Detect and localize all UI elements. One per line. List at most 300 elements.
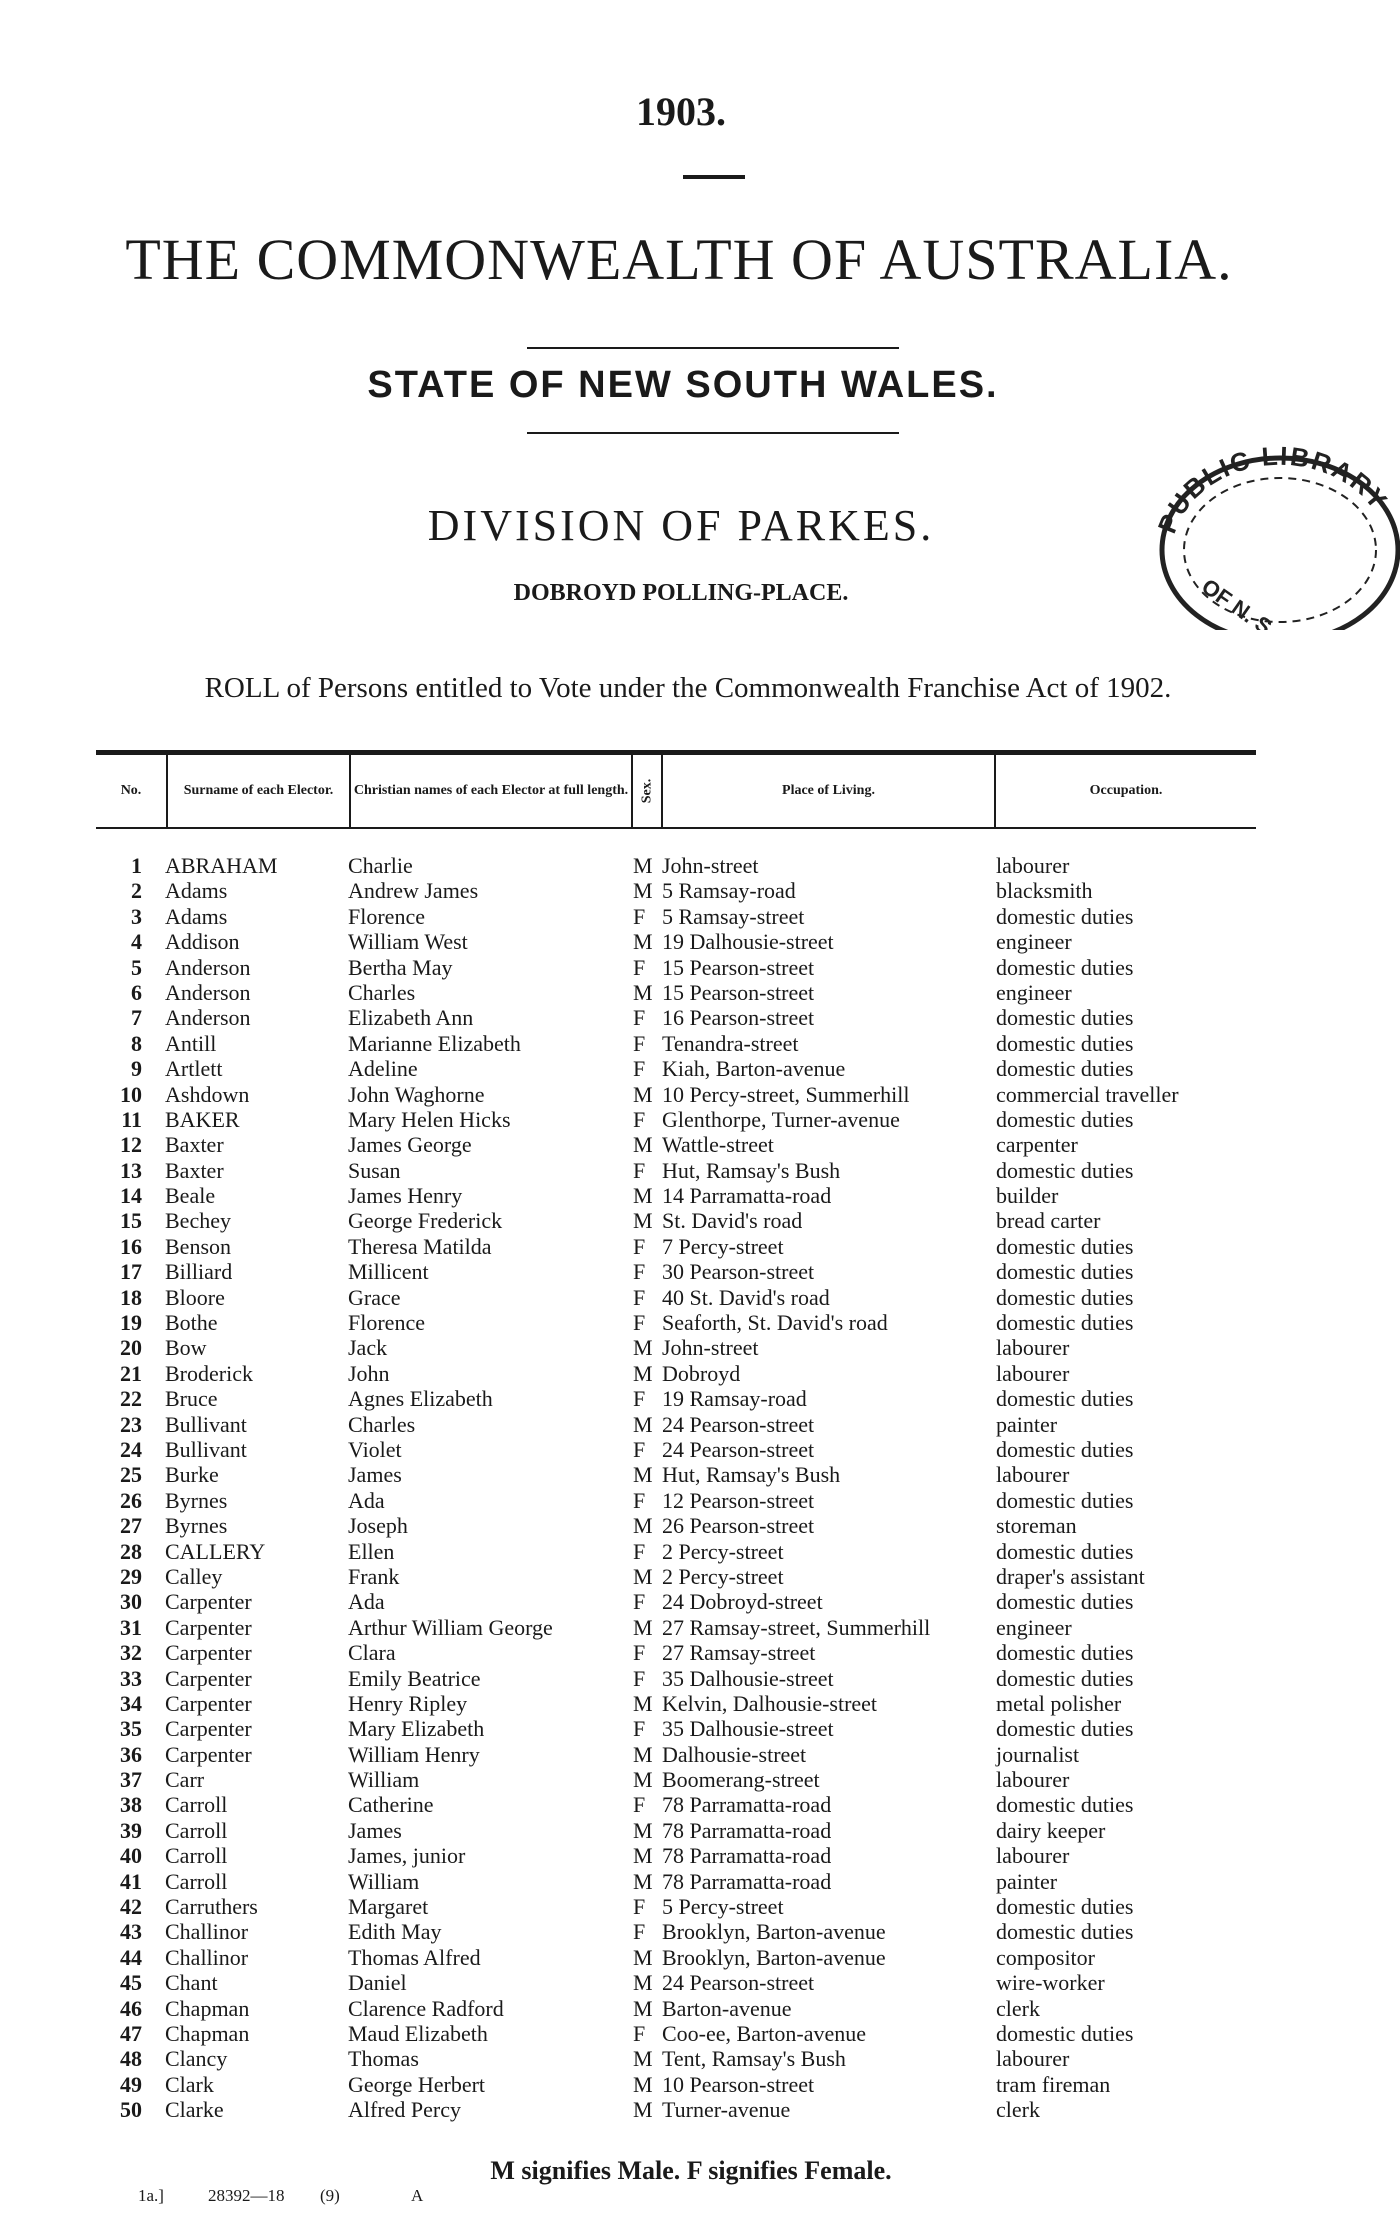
row-occupation: domestic duties (996, 1056, 1134, 1082)
row-occupation: draper's assistant (996, 1563, 1145, 1589)
row-surname: Artlett (165, 1056, 223, 1082)
row-surname: Byrnes (165, 1487, 228, 1513)
row-surname: Adams (165, 903, 228, 929)
row-place-of-living: 7 Percy-street (662, 1233, 784, 1259)
row-occupation: commercial traveller (996, 1081, 1179, 1107)
header-christian-names: Christian names of each Elector at full length. (351, 755, 633, 827)
row-occupation: domestic duties (996, 954, 1134, 980)
row-place-of-living: 10 Percy-street, Summerhill (662, 1081, 910, 1107)
row-number: 46 (120, 1995, 142, 2021)
row-sex: M (633, 1817, 653, 1843)
row-christian-names: Frank (348, 1563, 400, 1589)
divider-short (683, 175, 745, 179)
table-row (0, 1970, 1382, 1995)
row-occupation: tram fireman (996, 2071, 1111, 2097)
roll-title: ROLL of Persons entitled to Vote under the Commonwealth Franchise Act of 1902. (204, 672, 1172, 704)
row-surname: CALLERY (165, 1538, 266, 1564)
row-place-of-living: 30 Pearson-street (662, 1259, 815, 1285)
row-surname: Carpenter (165, 1741, 252, 1767)
row-occupation: painter (996, 1868, 1058, 1894)
table-row (0, 1919, 1382, 1944)
row-occupation: domestic duties (996, 1792, 1134, 1818)
row-place-of-living: 10 Pearson-street (662, 2071, 815, 2097)
row-occupation: domestic duties (996, 1716, 1134, 1742)
row-sex: F (633, 1640, 646, 1666)
row-number: 44 (120, 1944, 142, 1970)
row-occupation: journalist (996, 1741, 1080, 1767)
header-no: No. (96, 755, 168, 827)
row-place-of-living: John-street (662, 1335, 759, 1361)
table-row (0, 1132, 1382, 1157)
row-surname: Baxter (165, 1132, 224, 1158)
row-sex: F (633, 1487, 646, 1513)
row-occupation: domestic duties (996, 903, 1134, 929)
row-number: 9 (131, 1056, 142, 1082)
division-heading: DIVISION OF PARKES. (427, 501, 935, 550)
row-occupation: domestic duties (996, 1005, 1134, 1031)
row-occupation: engineer (996, 979, 1072, 1005)
row-christian-names: Maud Elizabeth (348, 2020, 488, 2046)
row-surname: Anderson (165, 954, 251, 980)
row-place-of-living: Hut, Ramsay's Bush (662, 1462, 841, 1488)
row-surname: Carroll (165, 1868, 228, 1894)
row-christian-names: Joseph (348, 1513, 408, 1539)
table-row (0, 955, 1382, 980)
row-place-of-living: 24 Pearson-street (662, 1411, 815, 1437)
row-place-of-living: Hut, Ramsay's Bush (662, 1157, 841, 1183)
row-christian-names: William West (348, 929, 468, 955)
row-number: 17 (120, 1259, 142, 1285)
row-christian-names: Violet (348, 1436, 402, 1462)
table-row (0, 1615, 1382, 1640)
table-row (0, 1285, 1382, 1310)
row-christian-names: John Waghorne (348, 1081, 485, 1107)
row-christian-names: Thomas (348, 2046, 419, 2072)
row-occupation: blacksmith (996, 878, 1093, 904)
row-number: 24 (120, 1436, 142, 1462)
table-row (0, 1716, 1382, 1741)
row-number: 47 (120, 2020, 142, 2046)
row-number: 38 (120, 1792, 142, 1818)
row-place-of-living: 16 Pearson-street (662, 1005, 815, 1031)
country-heading: THE COMMONWEALTH OF AUSTRALIA. (125, 227, 1233, 292)
row-sex: F (633, 1030, 646, 1056)
row-christian-names: Andrew James (348, 878, 479, 904)
row-christian-names: James George (348, 1132, 472, 1158)
row-surname: Anderson (165, 1005, 251, 1031)
row-surname: Baxter (165, 1157, 224, 1183)
row-surname: Carroll (165, 1792, 228, 1818)
row-surname: Byrnes (165, 1513, 228, 1539)
row-surname: Challinor (165, 1944, 249, 1970)
row-place-of-living: 78 Parramatta-road (662, 1868, 832, 1894)
row-number: 37 (120, 1767, 142, 1793)
stamp-text-bottom: OF N. S. (1197, 573, 1282, 630)
row-surname: Burke (165, 1462, 219, 1488)
row-surname: Beale (165, 1183, 216, 1209)
row-surname: Carroll (165, 1817, 228, 1843)
row-place-of-living: 24 Dobroyd-street (662, 1589, 823, 1615)
row-occupation: domestic duties (996, 1538, 1134, 1564)
row-christian-names: Elizabeth Ann (348, 1005, 474, 1031)
row-sex: M (633, 1081, 653, 1107)
row-surname: Anderson (165, 979, 251, 1005)
row-surname: Carroll (165, 1843, 228, 1869)
table-row (0, 1539, 1382, 1564)
row-surname: Clarke (165, 2097, 224, 2123)
polling-place-heading: DOBROYD POLLING-PLACE. (513, 580, 849, 606)
table-row (0, 1208, 1382, 1233)
row-sex: F (633, 2020, 646, 2046)
row-surname: Bechey (165, 1208, 231, 1234)
row-christian-names: Grace (348, 1284, 401, 1310)
row-number: 49 (120, 2071, 142, 2097)
row-occupation: labourer (996, 853, 1070, 878)
row-christian-names: James (348, 1817, 402, 1843)
row-occupation: domestic duties (996, 1259, 1134, 1285)
row-place-of-living: 78 Parramatta-road (662, 1843, 832, 1869)
row-place-of-living: John-street (662, 853, 759, 878)
row-place-of-living: 27 Ramsay-street, Summerhill (662, 1614, 931, 1640)
row-number: 32 (120, 1640, 142, 1666)
row-sex: F (633, 1589, 646, 1615)
row-occupation: engineer (996, 1614, 1072, 1640)
row-surname: Antill (165, 1030, 217, 1056)
row-number: 10 (120, 1081, 142, 1107)
row-occupation: labourer (996, 2046, 1070, 2072)
table-row (0, 1310, 1382, 1335)
row-sex: M (633, 1614, 653, 1640)
row-surname: Chapman (165, 2020, 250, 2046)
row-place-of-living: 5 Ramsay-road (662, 878, 796, 904)
row-place-of-living: 2 Percy-street (662, 1563, 784, 1589)
row-place-of-living: 35 Dalhousie-street (662, 1665, 834, 1691)
row-number: 2 (131, 878, 142, 904)
row-sex: F (633, 1919, 646, 1945)
row-place-of-living: 14 Parramatta-road (662, 1183, 832, 1209)
row-occupation: domestic duties (996, 1589, 1134, 1615)
row-sex: F (633, 1310, 646, 1336)
row-sex: M (633, 1411, 653, 1437)
row-surname: Billiard (165, 1259, 233, 1285)
row-surname: Carruthers (165, 1894, 258, 1920)
row-sex: M (633, 929, 653, 955)
row-place-of-living: 78 Parramatta-road (662, 1817, 832, 1843)
row-place-of-living: 2 Percy-street (662, 1538, 784, 1564)
header-sex-label: Sex. (639, 778, 654, 804)
table-row (0, 1589, 1382, 1614)
row-surname: Ashdown (165, 1081, 250, 1107)
table-row (0, 1945, 1382, 1970)
row-place-of-living: 15 Pearson-street (662, 979, 815, 1005)
row-number: 33 (120, 1665, 142, 1691)
row-occupation: domestic duties (996, 1640, 1134, 1666)
row-place-of-living: 15 Pearson-street (662, 954, 815, 980)
year-heading: 1903. (636, 89, 726, 134)
row-number: 34 (120, 1690, 142, 1716)
row-surname: Carpenter (165, 1690, 252, 1716)
row-surname: Adams (165, 878, 228, 904)
table-row (0, 1056, 1382, 1081)
row-occupation: labourer (996, 1360, 1070, 1386)
row-occupation: domestic duties (996, 1030, 1134, 1056)
row-occupation: labourer (996, 1335, 1070, 1361)
row-place-of-living: Tenandra-street (662, 1030, 799, 1056)
row-surname: Carr (165, 1767, 205, 1793)
row-sex: M (633, 1767, 653, 1793)
table-row (0, 1869, 1382, 1894)
table-row (0, 1564, 1382, 1589)
row-number: 12 (120, 1132, 142, 1158)
row-christian-names: James Henry (348, 1183, 463, 1209)
row-number: 19 (120, 1310, 142, 1336)
row-christian-names: Susan (348, 1157, 401, 1183)
row-surname: Benson (165, 1233, 231, 1259)
row-occupation: domestic duties (996, 1233, 1134, 1259)
row-occupation: painter (996, 1411, 1058, 1437)
row-sex: M (633, 1360, 653, 1386)
row-number: 31 (120, 1614, 142, 1640)
row-sex: M (633, 1335, 653, 1361)
row-christian-names: James, junior (348, 1843, 466, 1869)
table-row (0, 1488, 1382, 1513)
row-sex: M (633, 1183, 653, 1209)
table-row (0, 1691, 1382, 1716)
row-sex: M (633, 1132, 653, 1158)
row-surname: Calley (165, 1563, 223, 1589)
row-surname: Carpenter (165, 1716, 252, 1742)
table-row (0, 1818, 1382, 1843)
row-occupation: bread carter (996, 1208, 1101, 1234)
row-occupation: builder (996, 1183, 1059, 1209)
row-occupation: domestic duties (996, 1157, 1134, 1183)
table-row (0, 2072, 1382, 2097)
table-row (0, 904, 1382, 929)
row-christian-names: William (348, 1868, 420, 1894)
imprint-letter: A (411, 2186, 424, 2205)
table-row (0, 2021, 1382, 2046)
row-christian-names: Mary Helen Hicks (348, 1106, 511, 1132)
row-christian-names: Alfred Percy (348, 2097, 462, 2123)
row-occupation: domestic duties (996, 1310, 1134, 1336)
row-number: 5 (131, 954, 142, 980)
state-heading: STATE OF NEW SOUTH WALES. (367, 364, 999, 406)
row-place-of-living: Turner-avenue (662, 2097, 791, 2123)
row-number: 26 (120, 1487, 142, 1513)
row-occupation: domestic duties (996, 2020, 1134, 2046)
row-christian-names: Charlie (348, 853, 413, 878)
row-number: 48 (120, 2046, 142, 2072)
row-christian-names: Clarence Radford (348, 1995, 504, 2021)
row-place-of-living: Glenthorpe, Turner-avenue (662, 1106, 900, 1132)
row-christian-names: Theresa Matilda (348, 1233, 492, 1259)
row-sex: M (633, 1741, 653, 1767)
row-occupation: domestic duties (996, 1894, 1134, 1920)
row-sex: M (633, 1462, 653, 1488)
row-sex: F (633, 1386, 646, 1412)
row-occupation: labourer (996, 1462, 1070, 1488)
row-occupation: engineer (996, 929, 1072, 955)
row-sex: F (633, 903, 646, 929)
table-row (0, 1640, 1382, 1665)
row-christian-names: Jack (348, 1335, 388, 1361)
row-place-of-living: Barton-avenue (662, 1995, 792, 2021)
row-place-of-living: 24 Pearson-street (662, 1970, 815, 1996)
row-sex: F (633, 1284, 646, 1310)
table-row (0, 1462, 1382, 1487)
row-christian-names: Margaret (348, 1894, 429, 1920)
row-occupation: domestic duties (996, 1665, 1134, 1691)
stamp-text-top: PUBLIC LIBRARY (1151, 440, 1395, 538)
row-christian-names: Arthur William George (348, 1614, 553, 1640)
table-row (0, 1513, 1382, 1538)
table-row (0, 1183, 1382, 1208)
row-christian-names: Ada (348, 1589, 385, 1615)
row-sex: F (633, 1233, 646, 1259)
row-surname: Bullivant (165, 1411, 247, 1437)
row-number: 16 (120, 1233, 142, 1259)
row-occupation: labourer (996, 1767, 1070, 1793)
row-sex: M (633, 1690, 653, 1716)
row-place-of-living: 26 Pearson-street (662, 1513, 815, 1539)
table-row (0, 929, 1382, 954)
row-place-of-living: 5 Percy-street (662, 1894, 784, 1920)
table-row (0, 1742, 1382, 1767)
table-row (0, 878, 1382, 903)
row-sex: F (633, 1157, 646, 1183)
row-number: 25 (120, 1462, 142, 1488)
table-row (0, 1361, 1382, 1386)
divider-lower (527, 432, 899, 434)
row-surname: Challinor (165, 1919, 249, 1945)
row-occupation: dairy keeper (996, 1817, 1106, 1843)
print-code: 28392—18 (208, 2186, 285, 2205)
row-christian-names: Florence (348, 1310, 425, 1336)
row-occupation: clerk (996, 1995, 1040, 2021)
row-christian-names: Mary Elizabeth (348, 1716, 485, 1742)
table-row (0, 1031, 1382, 1056)
row-surname: Bloore (165, 1284, 225, 1310)
table-row (0, 1894, 1382, 1919)
row-surname: Broderick (165, 1360, 253, 1386)
row-christian-names: Florence (348, 903, 425, 929)
row-place-of-living: Wattle-street (662, 1132, 774, 1158)
row-christian-names: Henry Ripley (348, 1690, 468, 1716)
row-number: 36 (120, 1741, 142, 1767)
table-header (96, 750, 1256, 829)
row-christian-names: Marianne Elizabeth (348, 1030, 521, 1056)
table-row (0, 1437, 1382, 1462)
row-christian-names: Ada (348, 1487, 385, 1513)
row-place-of-living: Dalhousie-street (662, 1741, 807, 1767)
row-christian-names: John (348, 1360, 390, 1386)
row-sex: M (633, 853, 653, 878)
row-place-of-living: 78 Parramatta-road (662, 1792, 832, 1818)
row-number: 23 (120, 1411, 142, 1437)
header-place-of-living: Place of Living. (663, 755, 996, 827)
row-place-of-living: 19 Dalhousie-street (662, 929, 834, 955)
row-occupation: clerk (996, 2097, 1040, 2123)
row-place-of-living: 5 Ramsay-street (662, 903, 805, 929)
row-number: 11 (121, 1106, 142, 1132)
header-surname: Surname of each Elector. (168, 755, 351, 827)
row-sex: M (633, 878, 653, 904)
row-sex: M (633, 1843, 653, 1869)
row-number: 50 (120, 2097, 142, 2123)
row-christian-names: Clara (348, 1640, 396, 1666)
row-christian-names: Charles (348, 1411, 416, 1437)
row-place-of-living: 40 St. David's road (662, 1284, 830, 1310)
row-surname: BAKER (165, 1106, 240, 1132)
row-number: 35 (120, 1716, 142, 1742)
row-christian-names: George Herbert (348, 2071, 486, 2097)
row-sex: M (633, 2097, 653, 2123)
row-place-of-living: 19 Ramsay-road (662, 1386, 807, 1412)
row-surname: Bow (165, 1335, 207, 1361)
row-place-of-living: Brooklyn, Barton-avenue (662, 1944, 886, 1970)
table-row (0, 1792, 1382, 1817)
row-sex: M (633, 1868, 653, 1894)
row-number: 41 (120, 1868, 142, 1894)
row-number: 15 (120, 1208, 142, 1234)
row-christian-names: Charles (348, 979, 416, 1005)
row-surname: Carpenter (165, 1665, 252, 1691)
table-row (0, 1386, 1382, 1411)
row-place-of-living: Kelvin, Dalhousie-street (662, 1690, 878, 1716)
row-surname: Carpenter (165, 1589, 252, 1615)
row-christian-names: Millicent (348, 1259, 429, 1285)
divider-upper (527, 347, 899, 349)
header-sex (633, 755, 663, 827)
row-christian-names: James (348, 1462, 402, 1488)
print-count: (9) (320, 2186, 340, 2205)
row-number: 28 (120, 1538, 142, 1564)
table-row (0, 1259, 1382, 1284)
row-sex: M (633, 1970, 653, 1996)
row-number: 27 (120, 1513, 142, 1539)
row-occupation: labourer (996, 1843, 1070, 1869)
table-row (0, 1996, 1382, 2021)
row-christian-names: Adeline (348, 1056, 418, 1082)
row-occupation: storeman (996, 1513, 1077, 1539)
row-sex: M (633, 2071, 653, 2097)
row-number: 43 (120, 1919, 142, 1945)
row-sex: F (633, 1259, 646, 1285)
row-number: 6 (131, 979, 142, 1005)
row-number: 13 (120, 1157, 142, 1183)
row-surname: Clancy (165, 2046, 228, 2072)
row-number: 8 (131, 1030, 142, 1056)
row-place-of-living: St. David's road (662, 1208, 803, 1234)
library-stamp (1140, 440, 1400, 630)
row-christian-names: Thomas Alfred (348, 1944, 481, 1970)
row-christian-names: Emily Beatrice (348, 1665, 481, 1691)
table-row (0, 1234, 1382, 1259)
row-place-of-living: Coo-ee, Barton-avenue (662, 2020, 867, 2046)
row-christian-names: William Henry (348, 1741, 480, 1767)
row-sex: M (633, 1208, 653, 1234)
row-place-of-living: Brooklyn, Barton-avenue (662, 1919, 886, 1945)
row-occupation: domestic duties (996, 1919, 1134, 1945)
svg-text:PUBLIC LIBRARY (1152, 441, 1395, 538)
row-occupation: compositor (996, 1944, 1095, 1970)
row-number: 22 (120, 1386, 142, 1412)
table-row (0, 1082, 1382, 1107)
row-surname: Chant (165, 1970, 218, 1996)
header-occupation: Occupation. (1089, 783, 1163, 798)
row-occupation: domestic duties (996, 1106, 1134, 1132)
row-sex: F (633, 1538, 646, 1564)
